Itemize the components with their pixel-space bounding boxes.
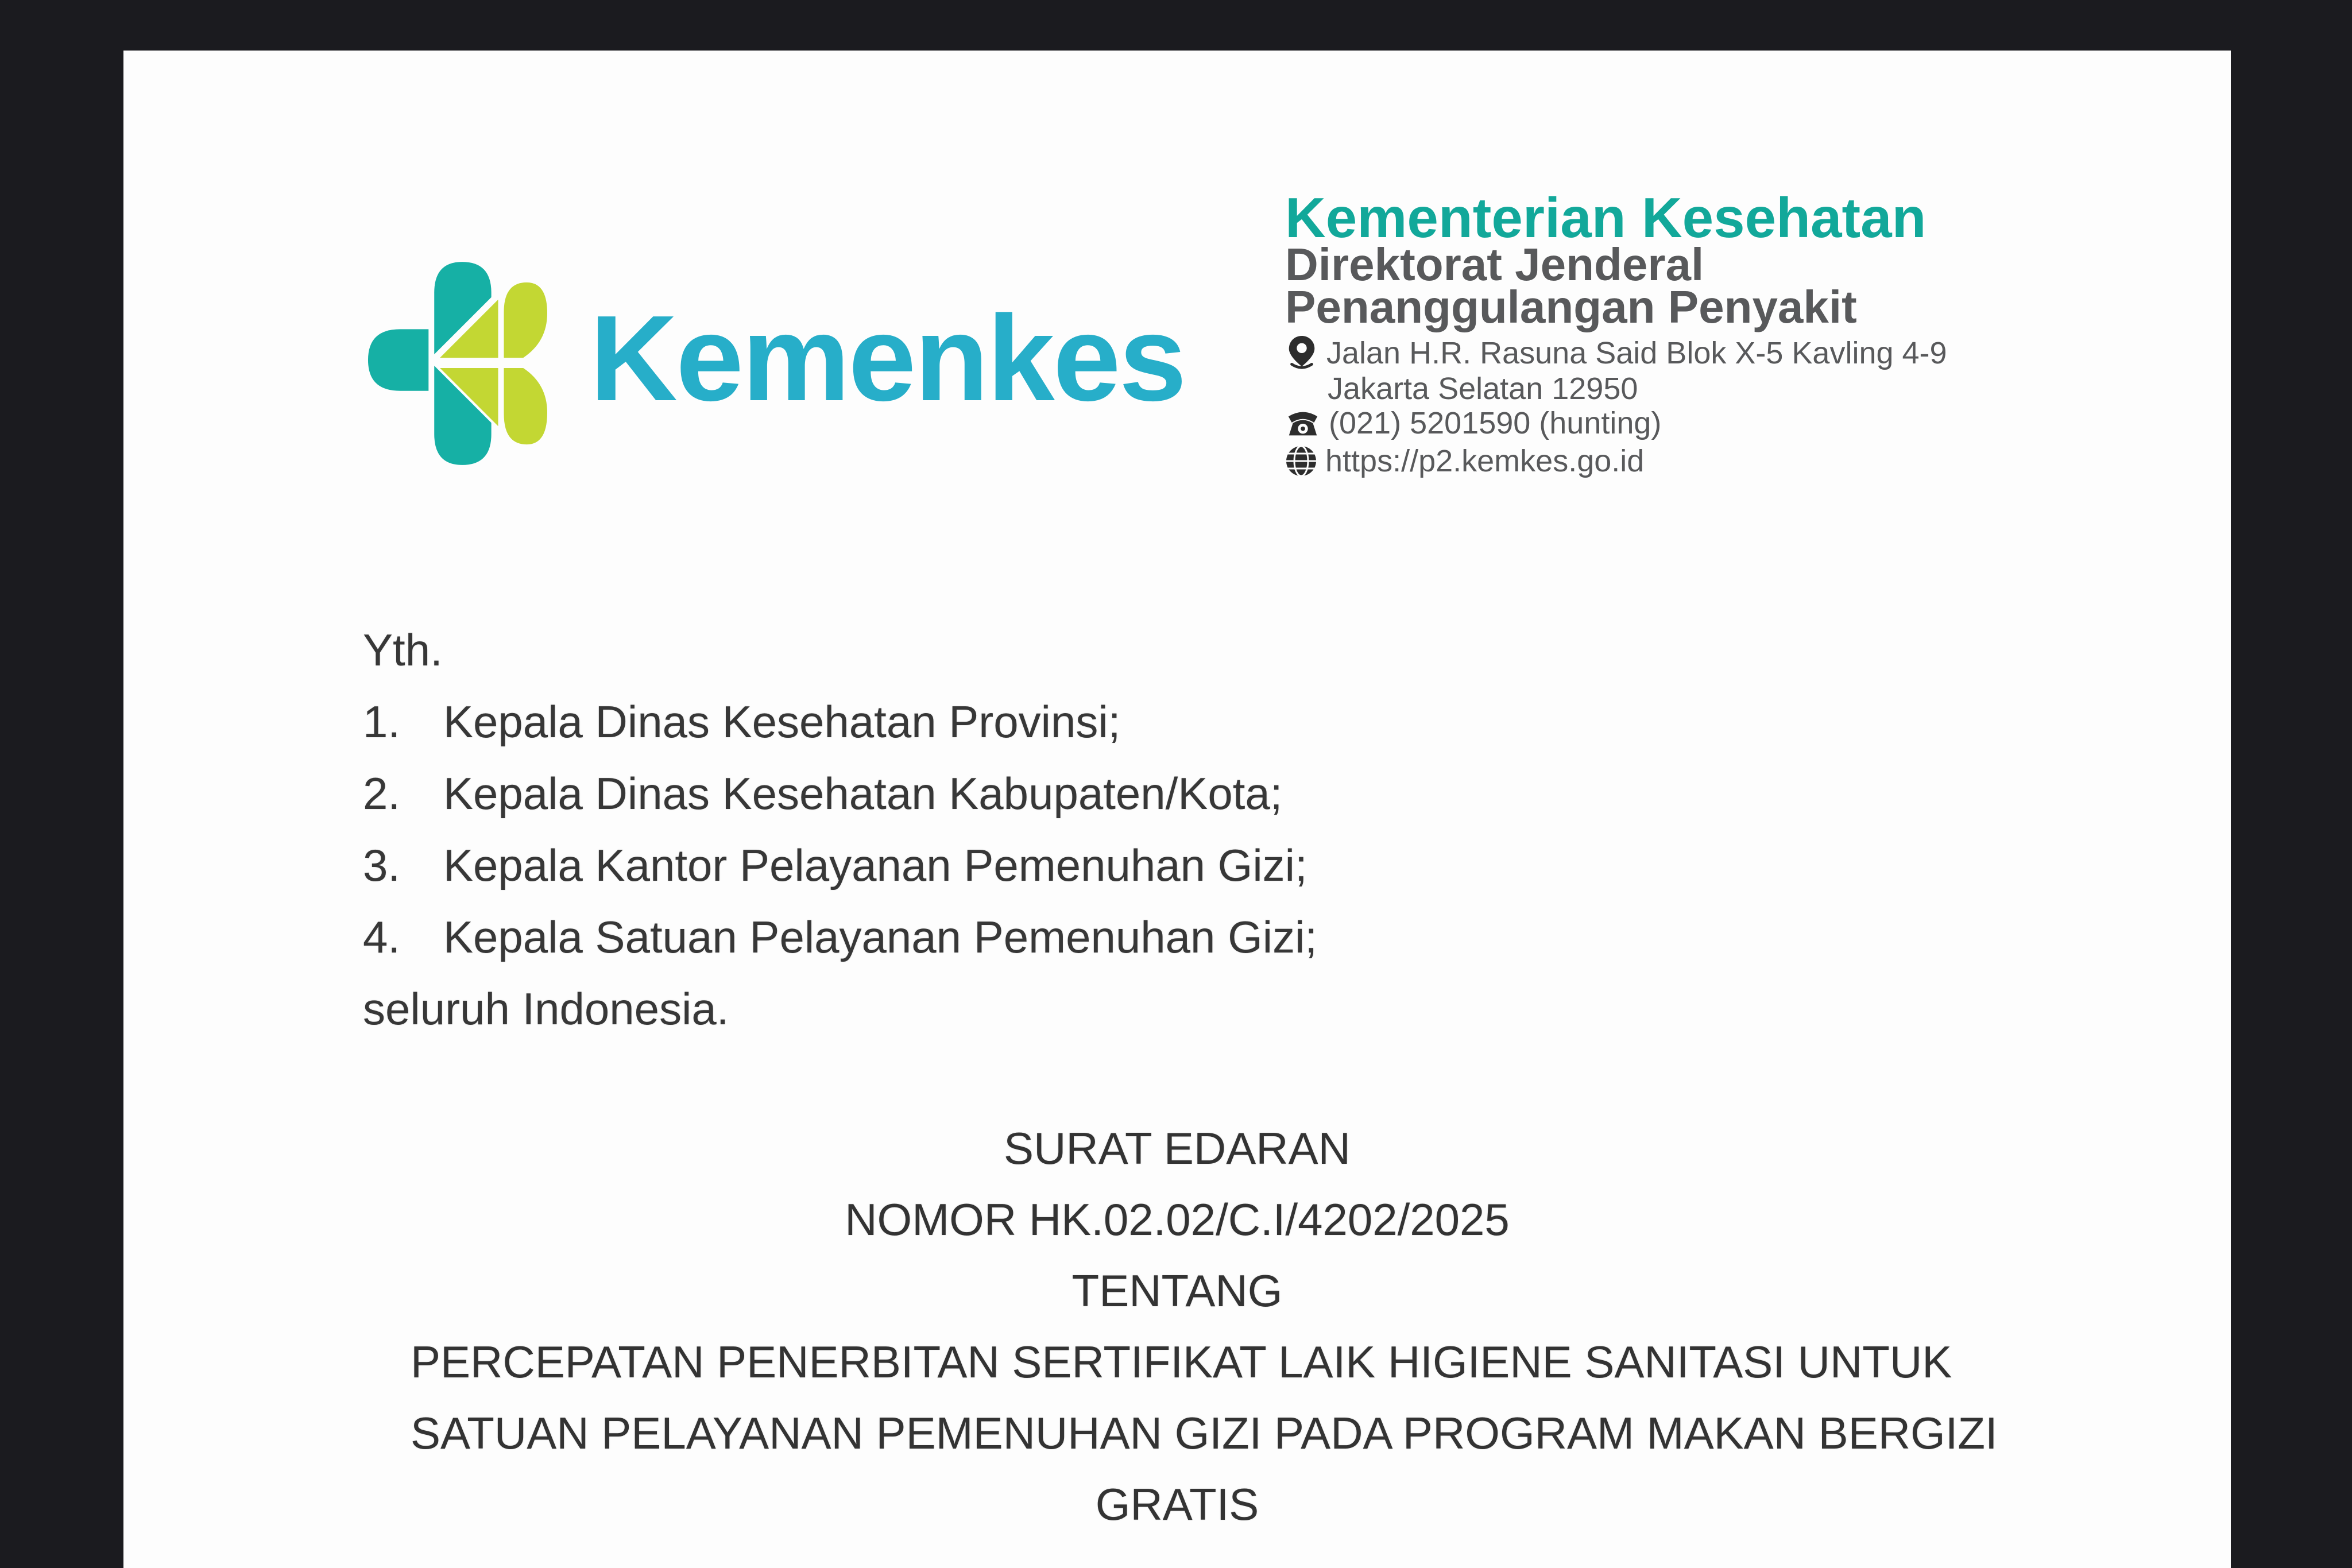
directorate-line-1: Direktorat Jenderal (1285, 239, 1704, 290)
phone-text: (021) 5201590 (hunting) (1329, 406, 1662, 440)
kemenkes-wordmark: Kemenkes (590, 290, 1185, 426)
salutation: Yth. (363, 625, 443, 675)
kemenkes-logo-icon (365, 261, 547, 466)
recipient-text: Kepala Dinas Kesehatan Kabupaten/Kota; (443, 768, 1283, 819)
recipient-number: 1. (363, 696, 401, 747)
title-line-subject-3: GRATIS (1095, 1479, 1259, 1530)
recipients-closing: seluruh Indonesia. (363, 984, 729, 1034)
document-page (123, 51, 2231, 1568)
directorate-line-2: Penanggulangan Penyakit (1285, 281, 1857, 332)
globe-icon (1285, 445, 1317, 477)
title-line-subject-2: SATUAN PELAYANAN PEMENUHAN GIZI PADA PROGRAM MAKAN BERGIZI (411, 1408, 1998, 1458)
title-line-tentang: TENTANG (1071, 1265, 1283, 1316)
recipient-text: Kepala Kantor Pelayanan Pemenuhan Gizi; (443, 840, 1307, 891)
recipient-item (363, 686, 1317, 758)
recipients-block (363, 614, 1317, 1045)
telephone-icon (1285, 407, 1321, 439)
recipient-number: 2. (363, 768, 401, 819)
letter-title-block (411, 1113, 1998, 1540)
title-line-nomor: NOMOR HK.02.02/C.I/4202/2025 (845, 1194, 1510, 1245)
phone-line (1285, 405, 1661, 441)
address-line-1-text: Jalan H.R. Rasuna Said Blok X-5 Kavling 4-9 (1326, 336, 1947, 370)
address-line-1 (1285, 335, 1947, 371)
recipient-item (363, 901, 1317, 973)
recipient-number: 4. (363, 912, 401, 962)
address-line-2 (1328, 371, 1638, 406)
recipient-text: Kepala Dinas Kesehatan Provinsi; (443, 696, 1121, 747)
location-pin-icon (1285, 335, 1318, 371)
recipient-item (363, 830, 1317, 901)
address-line-2-text: Jakarta Selatan 12950 (1328, 371, 1638, 406)
recipient-number: 3. (363, 840, 401, 891)
title-line-subject-1: PERCEPATAN PENERBITAN SERTIFIKAT LAIK HIGIENE SANITASI UNTUK (411, 1337, 1952, 1387)
website-line (1285, 443, 1644, 479)
title-line-surat-edaran: SURAT EDARAN (1004, 1123, 1351, 1174)
recipient-item (363, 758, 1317, 830)
ministry-name: Kementerian Kesehatan (1285, 186, 1927, 249)
recipient-text: Kepala Satuan Pelayanan Pemenuhan Gizi; (443, 912, 1318, 962)
website-text: https://p2.kemkes.go.id (1325, 444, 1645, 478)
